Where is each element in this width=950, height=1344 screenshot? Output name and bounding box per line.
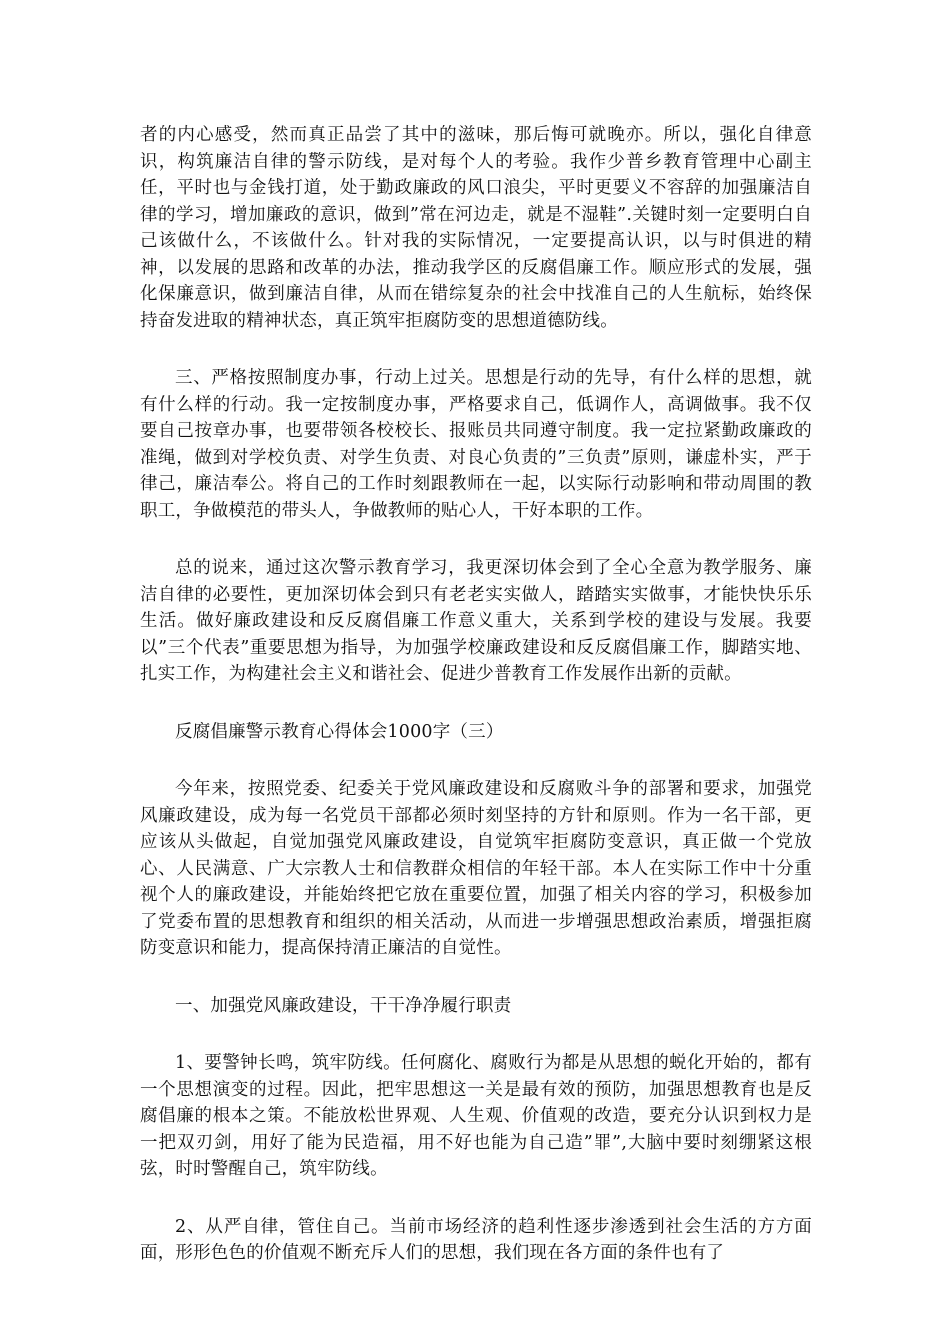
paragraph-point-one: 1、要警钟长鸣，筑牢防线。任何腐化、腐败行为都是从思想的蜕化开始的，都有一个思想演变的过程。因此，把牢思想这一关是最有效的预防，加强思想教育也是反腐倡廉的根本之策。不能放松世界观、人生观、价值观的改造，要充分认识到权力是一把双刃剑，用好了能为民造福，用不好也能为自己造”罪”,大脑中要时刻绷紧这根弦，时时警醒自己，筑牢防线。 (140, 1053, 812, 1179)
paragraph-summary: 总的说来，通过这次警示教育学习，我更深切体会到了全心全意为教学服务、廉洁自律的必要性，更加深切体会到只有老老实实做人，踏踏实实做事，才能快快乐乐生活。做好廉政建设和反反腐倡廉工作意义重大，关系到学校的建设与发展。我要以”三个代表”重要思想为指导，为加强学校廉政建设和反反腐倡廉工作，脚踏实地、扎实工作，为构建社会主义和谐社会、促进少普教育工作发展作出新的贡献。 (140, 558, 812, 684)
paragraph-continuation: 者的内心感受，然而真正品尝了其中的滋味，那后悔可就晚亦。所以，强化自律意识，构筑廉洁自律的警示防线，是对每个人的考验。我作少普乡教育管理中心副主任，平时也与金钱打道，处于勤政廉政的风口浪尖，平时更要义不容辞的加强廉洁自律的学习，增加廉政的意识，做到”常在河边走，就是不湿鞋”.关键时刻一定要明白自己该做什么，不该做什么。针对我的实际情况，一定要提高认识，以与时俱进的精神，以发展的思路和改革的办法，推动我学区的反腐倡廉工作。顺应形式的发展，强化保廉意识，做到廉洁自律，从而在错综复杂的社会中找准自己的人生航标，始终保持奋发进取的精神状态，真正筑牢拒腐防变的思想道德防线。 (140, 125, 812, 331)
section-heading: 反腐倡廉警示教育心得体会1000字（三） (175, 721, 504, 742)
paragraph-section-three: 三、严格按照制度办事，行动上过关。思想是行动的先导，有什么样的思想，就有什么样的行动。我一定按制度办事，严格要求自己，低调作人，高调做事。我不仅要自己按章办事，也要带领各校校长、报账员共同遵守制度。我一定拉紧勤政廉政的准绳，做到对学校负责、对学生负责、对良心负责的”三负责”原则，谦虚朴实，严于律己，廉洁奉公。将自己的工作时刻跟教师在一起，以实际行动影响和带动周围的教职工，争做模范的带头人，争做教师的贴心人，干好本职的工作。 (140, 368, 812, 521)
paragraph-intro: 今年来，按照党委、纪委关于党风廉政建设和反腐败斗争的部署和要求，加强党风廉政建设，成为每一名党员干部都必须时刻坚持的方针和原则。作为一名干部，更应该从头做起，自觉加强党风廉政建设，自觉筑牢拒腐防变意识，真正做一个党放心、人民满意、广大宗教人士和信教群众相信的年轻干部。本人在实际工作中十分重视个人的廉政建设，并能始终把它放在重要位置，加强了相关内容的学习，积极参加了党委布置的思想教育和组织的相关活动，从而进一步增强思想政治素质，增强拒腐防变意识和能力，提高保持清正廉洁的自觉性。 (140, 779, 812, 958)
document-body (140, 122, 812, 1298)
subsection-heading: 一、加强党风廉政建设，干干净净履行职责 (175, 995, 512, 1016)
paragraph-point-two: 2、从严自律，管住自己。当前市场经济的趋利性逐步渗透到社会生活的方方面面，形形色色的价值观不断充斥人们的思想，我们现在各方面的条件也有了 (140, 1216, 812, 1263)
